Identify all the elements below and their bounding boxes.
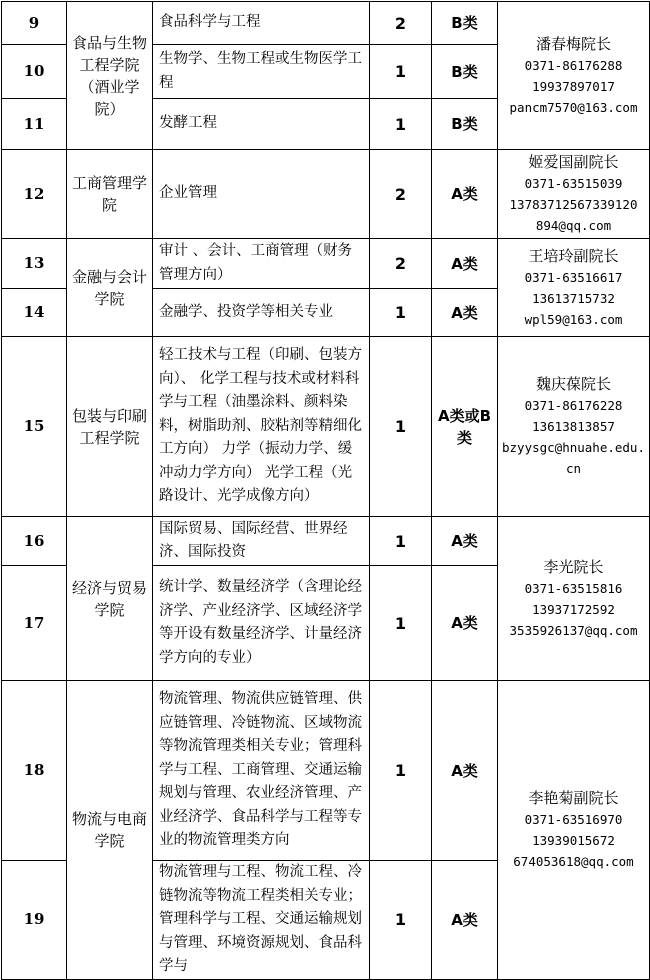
table-row bbox=[2, 337, 650, 517]
table-row bbox=[2, 681, 650, 861]
major-cell: 统计学、数量经济学（含理论经济学、产业经济学、区域经济学等开设有数量经济学、计量经济学方向的专业） bbox=[153, 566, 370, 681]
recruitment-table bbox=[1, 1, 650, 980]
row-number: 10 bbox=[2, 45, 67, 99]
contact-name: 姬爱国副院长 bbox=[528, 153, 619, 171]
row-number: 15 bbox=[2, 337, 67, 517]
category-cell: B类 bbox=[432, 2, 498, 45]
contact-email: wpl59@163.com bbox=[524, 311, 623, 327]
contact-mobile: 13613715732 bbox=[532, 290, 615, 306]
contact-cell bbox=[498, 681, 650, 980]
category-cell: B类 bbox=[432, 99, 498, 150]
major-cell: 物流管理与工程、物流工程、冷链物流等物流工程类相关专业；管理科学与工程、交通运输规划与管理、环境资源规划、食品科学与 bbox=[153, 861, 370, 980]
major-cell: 金融学、投资学等相关专业 bbox=[153, 289, 370, 337]
contact-phone: 0371-63515816 bbox=[524, 580, 623, 596]
row-number: 19 bbox=[2, 861, 67, 980]
contact-phone: 0371-86176288 bbox=[524, 57, 623, 73]
count-cell: 1 bbox=[370, 289, 432, 337]
count-cell: 2 bbox=[370, 150, 432, 239]
row-number: 18 bbox=[2, 681, 67, 861]
row-number: 11 bbox=[2, 99, 67, 150]
contact-email: 894@qq.com bbox=[535, 218, 612, 233]
contact-cell bbox=[498, 150, 650, 239]
contact-phone: 0371-63515039 bbox=[524, 176, 623, 191]
contact-mobile: 13783712567339120 bbox=[509, 197, 638, 212]
contact-cell bbox=[498, 517, 650, 681]
category-cell: A类或B类 bbox=[432, 337, 498, 517]
contact-cell bbox=[498, 2, 650, 150]
contact-name: 潘春梅院长 bbox=[535, 34, 611, 53]
category-cell: A类 bbox=[432, 239, 498, 289]
contact-phone: 0371-63516970 bbox=[524, 811, 623, 827]
row-number: 13 bbox=[2, 239, 67, 289]
contact-mobile: 19937897017 bbox=[532, 78, 615, 94]
college-name: 工商管理学院 bbox=[67, 150, 153, 239]
college-name: 物流与电商学院 bbox=[67, 681, 153, 980]
contact-cell bbox=[498, 337, 650, 517]
table-row bbox=[2, 2, 650, 45]
count-cell: 1 bbox=[370, 517, 432, 566]
contact-mobile: 13613813857 bbox=[532, 419, 615, 434]
college-name: 金融与会计学院 bbox=[67, 239, 153, 337]
category-cell: A类 bbox=[432, 289, 498, 337]
major-cell: 食品科学与工程 bbox=[153, 2, 370, 45]
major-cell: 轻工技术与工程（印刷、包装方向）、 化学工程与技术或材料科学与工程（油墨涂料、颜料染料，树脂助剂、胶粘剂等精细化工方向） 力学（振动力学、缓冲动力学方向） 光学工程（光路设计、光学成像方向） bbox=[153, 337, 370, 517]
major-cell: 企业管理 bbox=[153, 150, 370, 239]
count-cell: 1 bbox=[370, 99, 432, 150]
category-cell: A类 bbox=[432, 861, 498, 980]
college-name: 包装与印刷工程学院 bbox=[67, 337, 153, 517]
contact-name: 李艳菊副院长 bbox=[528, 788, 619, 807]
count-cell: 1 bbox=[370, 861, 432, 980]
major-cell: 国际贸易、国际经营、世界经济、国际投资 bbox=[153, 517, 370, 566]
count-cell: 1 bbox=[370, 566, 432, 681]
category-cell: A类 bbox=[432, 150, 498, 239]
contact-email: 3535926137@qq.com bbox=[509, 622, 638, 638]
college-name: 经济与贸易学院 bbox=[67, 517, 153, 681]
row-number: 17 bbox=[2, 566, 67, 681]
table-row bbox=[2, 239, 650, 289]
major-cell: 物流管理、物流供应链管理、供应链管理、冷链物流、区域物流等物流管理类相关专业；管理科学与工程、工商管理、交通运输规划与管理、农业经济管理、产业经济学、食品科学与工程等专业的物流管理类方向 bbox=[153, 681, 370, 861]
category-cell: A类 bbox=[432, 517, 498, 566]
major-cell: 审计 、会计、工商管理（财务管理方向） bbox=[153, 239, 370, 289]
count-cell: 1 bbox=[370, 681, 432, 861]
row-number: 12 bbox=[2, 150, 67, 239]
category-cell: A类 bbox=[432, 681, 498, 861]
major-cell: 发酵工程 bbox=[153, 99, 370, 150]
contact-email: bzyysgc@hnuahe.edu.cn bbox=[502, 440, 645, 476]
category-cell: B类 bbox=[432, 45, 498, 99]
count-cell: 1 bbox=[370, 45, 432, 99]
college-name: 食品与生物工程学院（酒业学院） bbox=[67, 2, 153, 150]
contact-phone: 0371-86176228 bbox=[524, 398, 623, 413]
contact-phone: 0371-63516617 bbox=[524, 269, 623, 285]
count-cell: 2 bbox=[370, 239, 432, 289]
table-row bbox=[2, 517, 650, 566]
major-cell: 生物学、生物工程或生物医学工程 bbox=[153, 45, 370, 99]
contact-name: 王培玲副院长 bbox=[528, 246, 619, 265]
row-number: 9 bbox=[2, 2, 67, 45]
contact-email: 674053618@qq.com bbox=[513, 853, 634, 869]
contact-name: 魏庆葆院长 bbox=[535, 375, 611, 393]
contact-name: 李光院长 bbox=[543, 557, 604, 576]
table-row bbox=[2, 150, 650, 239]
row-number: 16 bbox=[2, 517, 67, 566]
contact-cell bbox=[498, 239, 650, 337]
contact-email: pancm7570@163.com bbox=[509, 99, 638, 115]
count-cell: 1 bbox=[370, 337, 432, 517]
row-number: 14 bbox=[2, 289, 67, 337]
count-cell: 2 bbox=[370, 2, 432, 45]
contact-mobile: 13939015672 bbox=[532, 832, 615, 848]
category-cell: A类 bbox=[432, 566, 498, 681]
contact-mobile: 13937172592 bbox=[532, 601, 615, 617]
